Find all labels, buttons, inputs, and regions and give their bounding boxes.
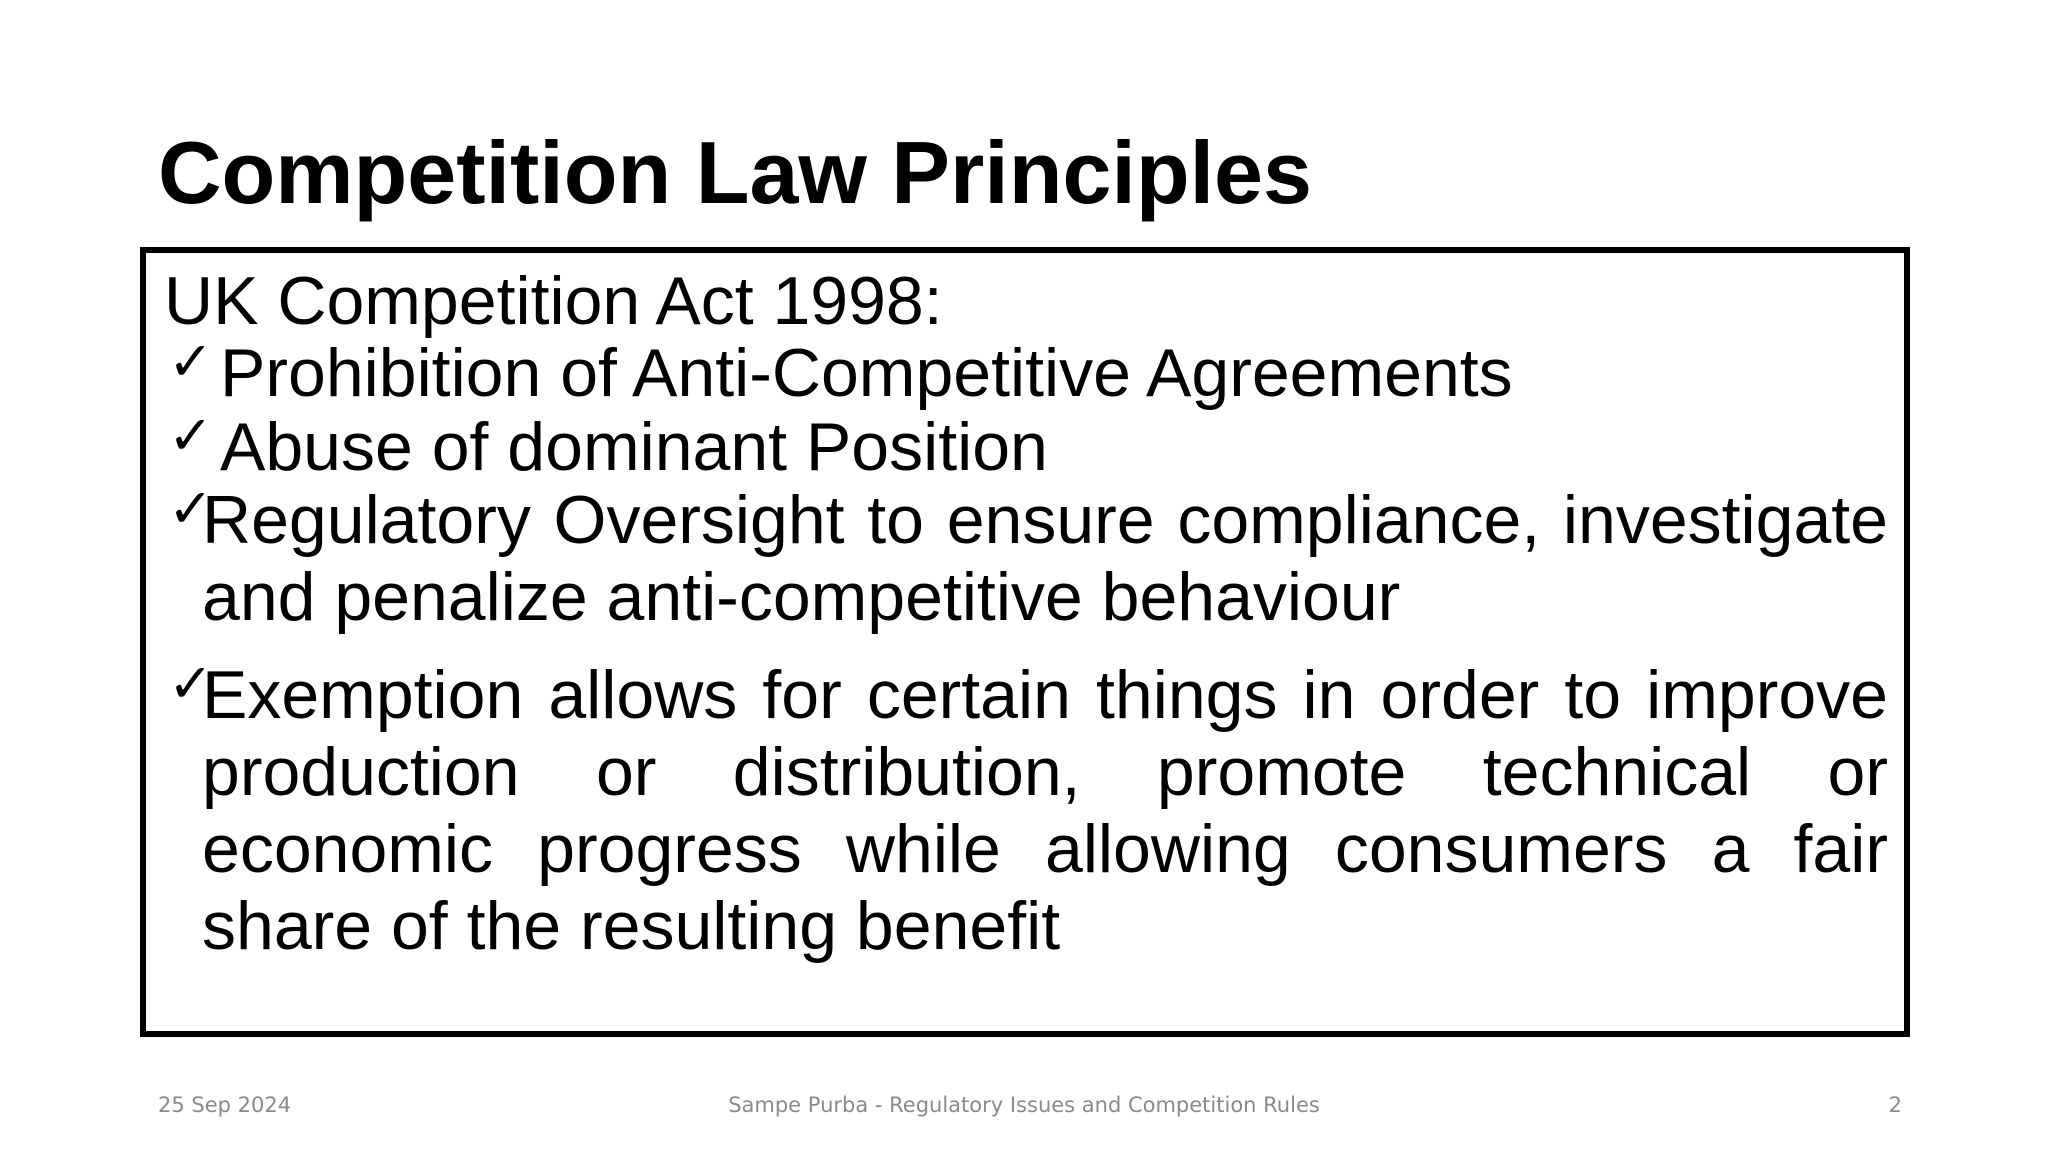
check-icon: ✓: [168, 652, 214, 715]
check-icon: ✓: [168, 404, 214, 467]
list-item-label: Abuse of dominant Position: [220, 409, 1048, 485]
list-item: [164, 477, 1888, 636]
list-item: [164, 404, 1888, 486]
content-heading: UK Competition Act 1998:: [164, 263, 943, 339]
list-item-label: Prohibition of Anti-Competitive Agreements: [220, 335, 1513, 411]
slide-title: Competition Law Principles: [158, 123, 1312, 222]
check-icon: ✓: [168, 477, 214, 540]
footer-date: 25 Sep 2024: [158, 1093, 292, 1117]
list-item-label: Exemption allows for certain things in order to improve production or distribution, promote technical or economic progress while allowing consumers a fair share of the resulting benefit: [202, 657, 1888, 964]
check-icon: ✓: [168, 330, 214, 393]
content-box: [140, 247, 1910, 1037]
page-number: 2: [1888, 1093, 1902, 1117]
footer-center-text: Sampe Purba - Regulatory Issues and Competition Rules: [728, 1093, 1320, 1117]
list-item-label: Regulatory Oversight to ensure compliance, investigate and penalize anti-competitive behaviour: [202, 482, 1888, 635]
list-item: [164, 652, 1888, 965]
list-item: [164, 330, 1888, 412]
